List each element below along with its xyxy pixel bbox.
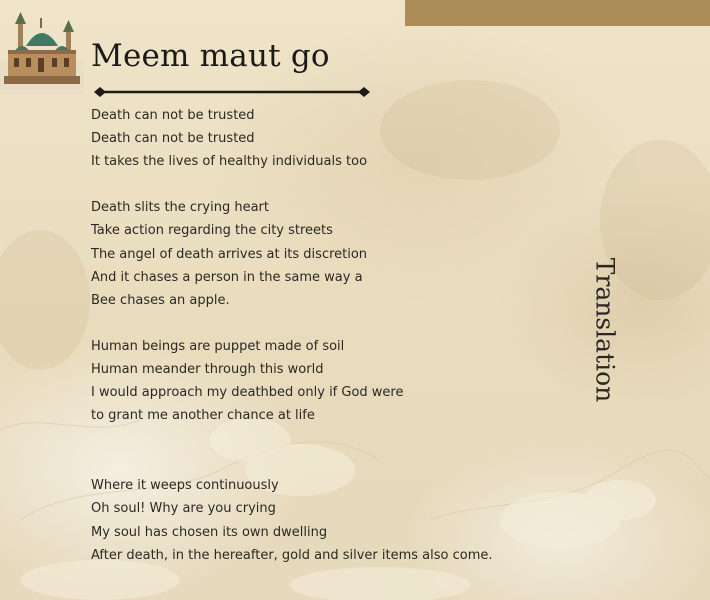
stanza-gap	[91, 173, 551, 196]
translation-label: Translation	[590, 257, 620, 403]
stanza	[91, 196, 551, 311]
poem-line: The angel of death arrives at its discretion	[91, 246, 368, 262]
poem-line: My soul has chosen its own dwelling	[91, 524, 328, 540]
poem-line: to grant me another chance at life	[91, 408, 315, 424]
stanza	[91, 474, 551, 566]
poem-line: I would approach my deathbed only if God were	[91, 385, 404, 401]
top-accent-bar	[405, 0, 710, 26]
poem-line: Human meander through this world	[91, 362, 324, 378]
stanza-gap	[91, 427, 551, 474]
stanza-gap	[91, 312, 551, 335]
stanza	[91, 104, 551, 173]
poem-line: Where it weeps continuously	[91, 478, 279, 494]
poem-line: Death can not be trusted	[91, 131, 255, 147]
poem-line: After death, in the hereafter, gold and silver items also come.	[91, 547, 493, 563]
poem-line: Death slits the crying heart	[91, 200, 269, 216]
poem-line: Bee chases an apple.	[91, 292, 230, 308]
poem-line: It takes the lives of healthy individuals too	[91, 154, 368, 170]
poem-line: Take action regarding the city streets	[91, 223, 333, 239]
poem-line: Human beings are puppet made of soil	[91, 338, 345, 354]
title-divider	[94, 86, 370, 98]
poem-line: Oh soul! Why are you crying	[91, 501, 276, 517]
stanza	[91, 335, 551, 427]
poem-line: Death can not be trusted	[91, 108, 255, 123]
mosque-icon	[0, 8, 84, 94]
poem-body	[91, 104, 551, 567]
poem-line: And it chases a person in the same way a	[91, 269, 363, 285]
poem-title: Meem maut go	[91, 38, 330, 74]
